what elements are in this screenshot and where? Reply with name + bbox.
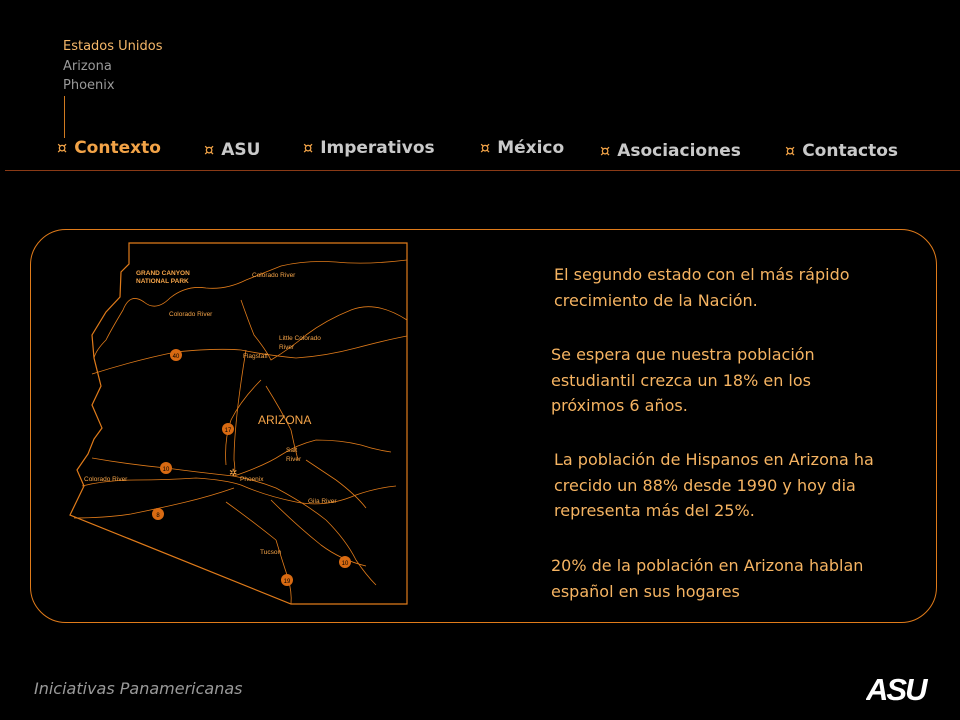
currency-bullet-icon: ¤ [600, 141, 611, 160]
map-label-river: Gila River [308, 498, 337, 505]
map-label-river: River [286, 456, 302, 463]
map-label-river: Colorado River [169, 311, 213, 318]
nav-item-label: Contactos [802, 141, 899, 161]
map-label-city: Tucson [260, 549, 282, 556]
nav-item-contexto[interactable] [57, 138, 161, 158]
svg-text:40: 40 [172, 354, 180, 360]
highway-shield [170, 349, 182, 361]
fact-spanish-speakers: 20% de la población en Arizona hablan español en sus hogares [551, 556, 864, 601]
breadcrumb-connector [64, 96, 65, 138]
currency-bullet-icon: ¤ [204, 140, 215, 159]
highway-shield [281, 574, 293, 586]
nav-item-asu[interactable] [204, 140, 260, 160]
breadcrumb-state[interactable]: Arizona [63, 58, 112, 74]
nav-item-asociaciones[interactable] [600, 141, 741, 161]
nav-divider [5, 170, 960, 171]
map-label-river: Colorado River [252, 272, 296, 279]
map-label-park: NATIONAL PARK [136, 278, 189, 285]
footer-title: Iniciativas Panamericanas [34, 679, 243, 698]
highway-shield [160, 462, 172, 474]
nav-item-mexico[interactable] [480, 138, 564, 158]
currency-bullet-icon: ¤ [303, 138, 314, 157]
state-outline [70, 243, 407, 604]
map-label-park: GRAND CANYON [136, 270, 190, 277]
map-label-river: River [279, 344, 295, 351]
svg-text:10: 10 [162, 467, 170, 473]
currency-bullet-icon: ¤ [480, 138, 491, 157]
breadcrumb [63, 37, 163, 96]
fact-hispanic-population: La población de Hispanos en Arizona ha crecido un 88% desde 1990 y hoy dia representa más del 25%. [554, 450, 874, 520]
main-nav [0, 138, 960, 172]
map-label-river: Salt [286, 447, 298, 454]
map-label-river: Colorado River [84, 476, 128, 483]
nav-item-label: Asociaciones [617, 141, 741, 161]
asu-logo[interactable] [866, 672, 932, 704]
nav-item-imperativos[interactable] [303, 138, 435, 158]
asu-logo-text: ASU [866, 672, 926, 704]
svg-text:10: 10 [341, 561, 349, 567]
map-label-river: Little Colorado [279, 335, 321, 342]
phoenix-marker-icon: ✲ [229, 468, 238, 479]
nav-item-contactos[interactable] [785, 141, 898, 161]
nav-item-label: ASU [221, 140, 261, 160]
nav-item-label: México [497, 138, 565, 158]
map-label-state: ARIZONA [258, 413, 312, 427]
map-label-city: Phoenix [240, 476, 264, 483]
highway-shield [339, 556, 351, 568]
svg-text:17: 17 [224, 428, 232, 434]
fact-growth: El segundo estado con el más rápido crecimiento de la Nación. [554, 265, 850, 310]
arizona-map [66, 240, 420, 606]
currency-bullet-icon: ¤ [57, 138, 68, 157]
fact-student-population: Se espera que nuestra población estudiantil crezca un 18% en los próximos 6 años. [551, 345, 815, 415]
highway-shield [152, 508, 164, 520]
svg-text:8: 8 [156, 513, 160, 519]
nav-item-label: Contexto [74, 138, 161, 158]
svg-text:19: 19 [283, 579, 291, 585]
highway-shield [222, 423, 234, 435]
breadcrumb-city[interactable]: Phoenix [63, 78, 115, 93]
currency-bullet-icon: ¤ [785, 141, 796, 160]
map-label-city: Flagstaff [243, 353, 268, 360]
nav-item-label: Imperativos [320, 138, 435, 158]
breadcrumb-country[interactable]: Estados Unidos [63, 39, 163, 54]
